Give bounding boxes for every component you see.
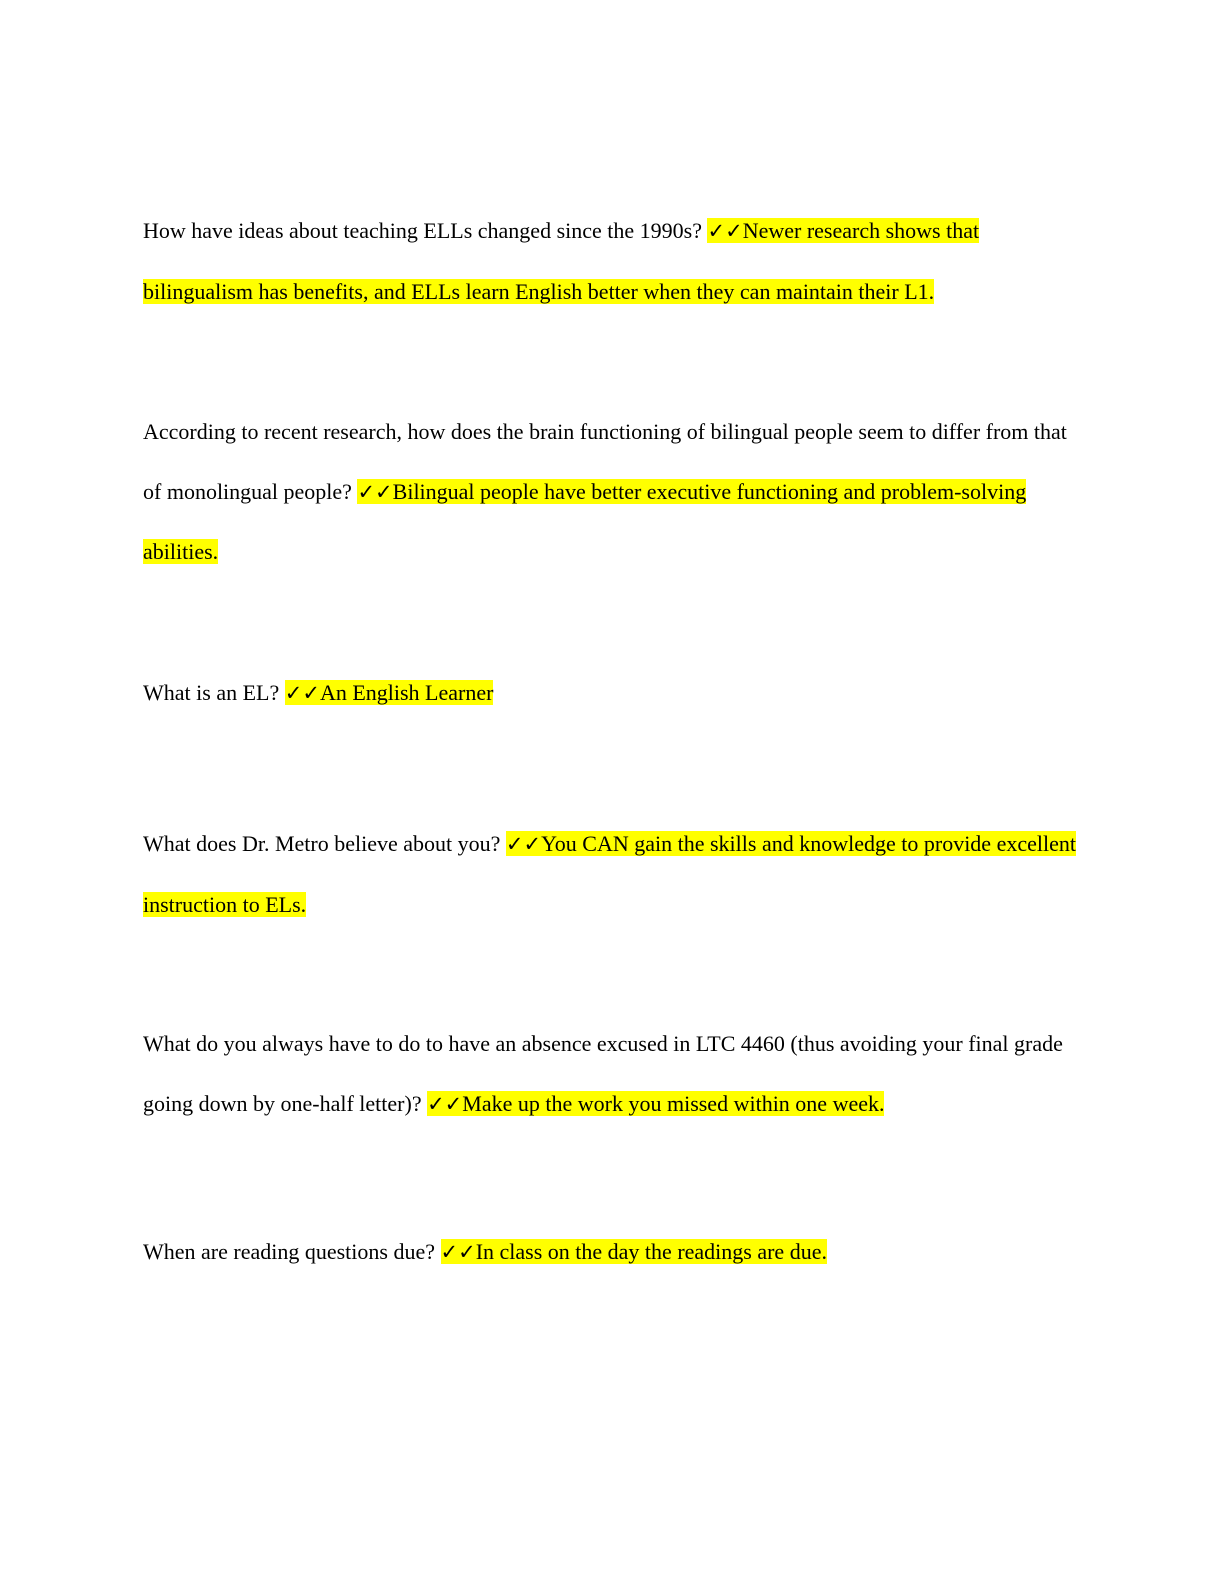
double-check-icon: ✓✓	[707, 219, 743, 243]
question-text: When are reading questions due?	[143, 1239, 435, 1264]
answer-text: Bilingual people have better executive functioning and problem-solving abilities.	[143, 478, 1027, 564]
qa-item	[143, 1014, 1083, 1134]
answer-text: An English Learner	[319, 680, 494, 705]
answer-text: Make up the work you missed within one week.	[462, 1090, 885, 1116]
answer-highlight	[441, 1239, 827, 1264]
qa-item	[143, 402, 1083, 582]
answer-highlight	[427, 1091, 884, 1116]
qa-item	[143, 663, 1083, 724]
qa-item	[143, 814, 1083, 934]
answer-text: Newer research shows that bilingualism has benefits, and ELLs learn English better when they can maintain their L1.	[143, 218, 980, 304]
qa-item	[143, 1222, 1083, 1283]
qa-item	[143, 201, 1083, 321]
question-text: How have ideas about teaching ELLs changed since the 1990s?	[143, 218, 702, 243]
double-check-icon: ✓✓	[284, 681, 320, 705]
answer-highlight	[285, 680, 494, 705]
answer-text: In class on the day the readings are due.	[475, 1239, 827, 1264]
double-check-icon: ✓✓	[505, 832, 542, 856]
question-text: What do you always have to do to have an absence excused in LTC 4460 (thus avoiding your final grade going down by one-half letter)?	[143, 1031, 1063, 1116]
double-check-icon: ✓✓	[440, 1240, 476, 1264]
question-text: What is an EL?	[143, 680, 280, 705]
answer-text: You CAN gain the skills and knowledge to provide excellent instruction to ELs.	[143, 831, 1076, 917]
double-check-icon: ✓✓	[357, 479, 393, 504]
question-text: According to recent research, how does the brain functioning of bilingual people seem to differ from that of monolingual people?	[143, 419, 1067, 504]
double-check-icon: ✓✓	[427, 1091, 463, 1116]
question-text: What does Dr. Metro believe about you?	[143, 831, 501, 856]
